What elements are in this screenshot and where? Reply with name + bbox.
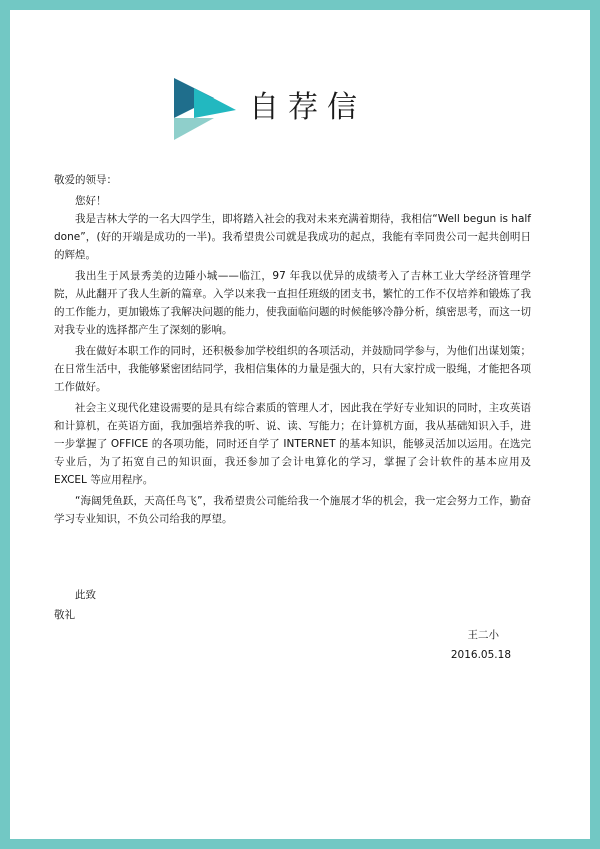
paragraph-1: 我是吉林大学的一名大四学生，即将踏入社会的我对未来充满着期待，我相信“Well begun is half done”，(好的开端是成功的一半)。我希望贵公司就是我成功的起点，我能有幸同贵公司一起共创明日的辉煌。 — [54, 213, 531, 261]
page-title: 自荐信 — [249, 90, 366, 125]
paragraph-5: “海阔凭鱼跃，天高任鸟飞”，我希望贵公司能给我一个施展才华的机会，我一定会努力工作，勤奋学习专业知识，不负公司给我的厚望。 — [54, 495, 531, 525]
greeting: 您好！ — [75, 195, 107, 207]
closing-line-2: 敬礼 — [54, 609, 75, 621]
closing — [54, 585, 96, 625]
letter-body — [54, 171, 531, 528]
salutation: 敬爱的领导： — [54, 174, 117, 186]
signature-date: 2016.05.18 — [450, 649, 511, 661]
triangle-logo-icon — [174, 78, 240, 140]
paragraph-4: 社会主义现代化建设需要的是具有综合素质的管理人才，因此我在学好专业知识的同时，主攻英语和计算机，在英语方面，我加强培养我的听、说、读、写能力；在计算机方面，我从基础知识入手，进一步掌握了 OFFICE 的各项功能，同时还自学了 INTERNET 的基本知识，能够灵活加以运用。在选完专业后，为了拓宽自己的知识面，我还参加了会计电算化的学习，掌握了会计软件的基本应用及 EXCEL 等应用程序。 — [54, 402, 531, 486]
paragraph-3: 我在做好本职工作的同时，还积极参加学校组织的各项活动，并鼓励同学参与，为他们出谋划策；在日常生活中，我能够紧密团结同学，我相信集体的力量是强大的，只有大家拧成一股绳，才能把各项工作做好。 — [54, 345, 531, 393]
closing-line-1: 此致 — [75, 589, 96, 601]
signature — [451, 625, 511, 665]
signature-name: 王二小 — [467, 629, 499, 641]
paragraph-2: 我出生于风景秀美的边陲小城——临江，97 年我以优异的成绩考入了吉林工业大学经济管理学院，从此翻开了我人生新的篇章。入学以来我一直担任班级的团支书，繁忙的工作不仅培养和锻炼了我的工作能力，更加锻炼了我解决问题的能力，使我面临问题的时候能够冷静分析，缜密思考，而这一切对我专业的选择都产生了深刻的影响。 — [54, 270, 531, 336]
